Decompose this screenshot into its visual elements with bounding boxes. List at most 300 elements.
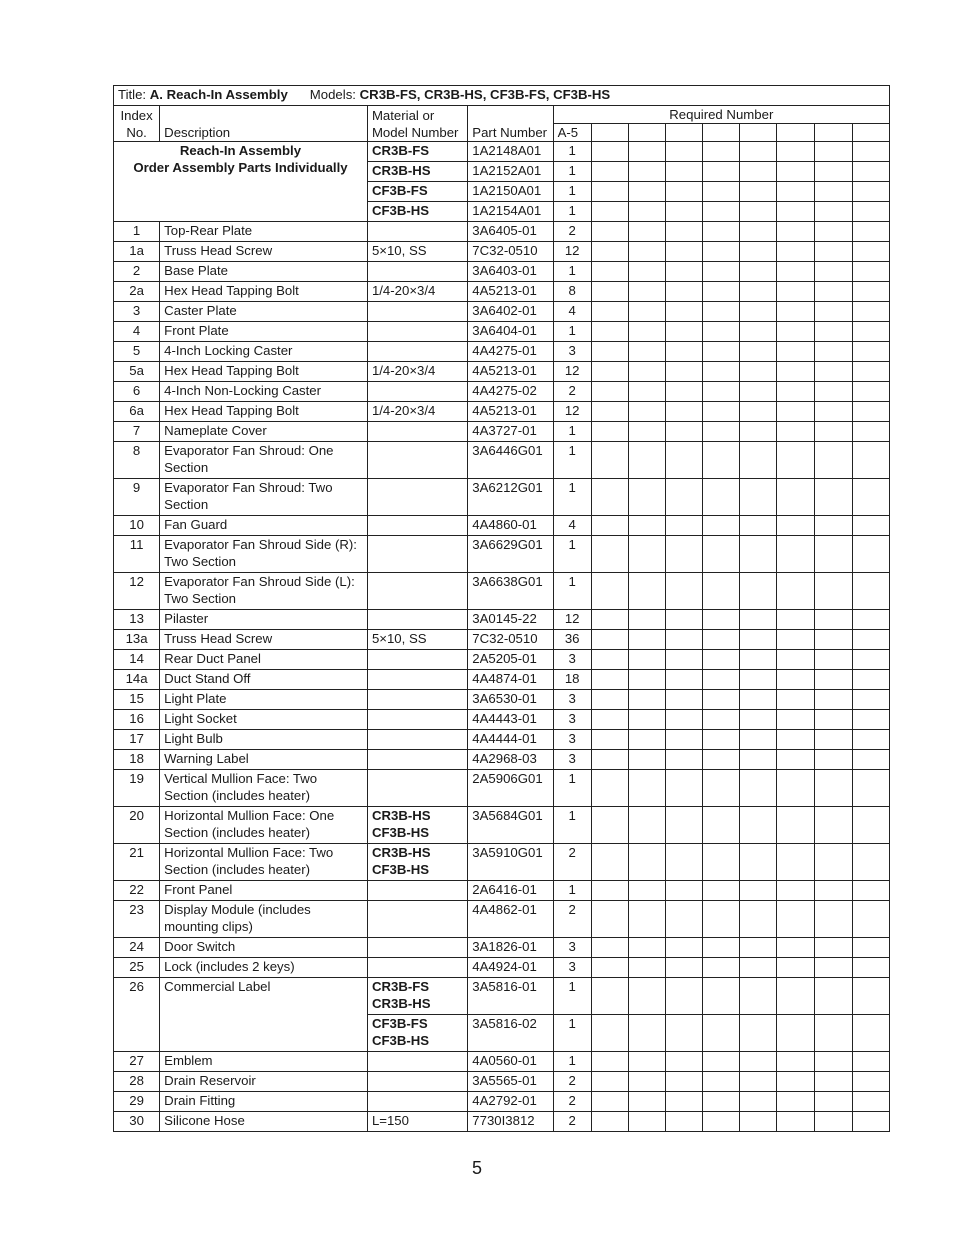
model-number: CF3B-HS <box>367 202 467 222</box>
required-a5: 12 <box>553 402 591 422</box>
material-cell <box>367 1072 467 1092</box>
req-blank <box>591 182 628 202</box>
req-blank <box>740 710 777 730</box>
material-2: CF3B-HS <box>371 862 430 877</box>
req-blank <box>628 422 665 442</box>
req-blank <box>852 479 889 516</box>
required-a5: 1 <box>553 536 591 573</box>
req-blank <box>852 958 889 978</box>
part-number: 3A5816-01 <box>468 978 553 1015</box>
req-blank <box>703 770 740 807</box>
required-a5: 12 <box>553 242 591 262</box>
material: CR3B-HS <box>371 845 431 860</box>
required-a5: 1 <box>553 202 591 222</box>
req-blank <box>591 1072 628 1092</box>
req-blank <box>666 1112 703 1132</box>
req-blank <box>740 1092 777 1112</box>
req-blank <box>740 690 777 710</box>
table-row <box>114 844 890 881</box>
req-blank <box>814 807 852 844</box>
req-blank <box>814 282 852 302</box>
req-blank <box>591 630 628 650</box>
req-blank <box>591 670 628 690</box>
req-blank <box>666 202 703 222</box>
material-cell <box>367 536 467 573</box>
req-blank <box>777 1092 814 1112</box>
req-blank <box>740 422 777 442</box>
index-no: 5a <box>114 362 160 382</box>
req-blank <box>703 730 740 750</box>
req-blank <box>591 382 628 402</box>
material: L=150 <box>371 1113 409 1128</box>
req-blank <box>591 1015 628 1052</box>
req-blank <box>628 901 665 938</box>
table-row <box>114 1112 890 1132</box>
req-blank <box>740 1052 777 1072</box>
req-blank <box>814 1052 852 1072</box>
required-a5: 12 <box>553 610 591 630</box>
req-blank <box>628 1072 665 1092</box>
req-blank <box>852 402 889 422</box>
req-blank <box>852 1092 889 1112</box>
req-blank <box>852 142 889 162</box>
req-blank <box>852 262 889 282</box>
table-row <box>114 242 890 262</box>
req-blank <box>703 536 740 573</box>
req-blank <box>852 978 889 1015</box>
req-blank <box>777 142 814 162</box>
req-blank <box>666 242 703 262</box>
req-blank <box>740 630 777 650</box>
req-blank <box>777 750 814 770</box>
req-blank <box>666 442 703 479</box>
req-blank <box>814 382 852 402</box>
req-blank <box>740 573 777 610</box>
index-no: 1a <box>114 242 160 262</box>
req-blank <box>740 770 777 807</box>
req-blank <box>703 262 740 282</box>
material-cell <box>367 958 467 978</box>
index-no: 11 <box>114 536 160 573</box>
required-a5: 36 <box>553 630 591 650</box>
material-cell <box>367 222 467 242</box>
req-blank <box>740 1072 777 1092</box>
description: Vertical Mullion Face: Two Section (includes heater) <box>160 770 368 807</box>
description: Emblem <box>160 1052 368 1072</box>
required-a5: 2 <box>553 1072 591 1092</box>
req-blank <box>703 1015 740 1052</box>
req-blank <box>777 536 814 573</box>
index-no: 2 <box>114 262 160 282</box>
req-blank <box>814 342 852 362</box>
material-cell <box>367 1092 467 1112</box>
table-row <box>114 1072 890 1092</box>
material: 1/4-20×3/4 <box>371 403 436 418</box>
header-required-number: Required Number <box>553 106 889 124</box>
req-blank <box>703 322 740 342</box>
table-row <box>114 770 890 807</box>
req-blank <box>666 516 703 536</box>
req-blank <box>666 479 703 516</box>
req-blank <box>852 282 889 302</box>
description: Hex Head Tapping Bolt <box>160 282 368 302</box>
index-no: 12 <box>114 573 160 610</box>
req-blank <box>852 516 889 536</box>
material-cell <box>367 1052 467 1072</box>
req-blank <box>740 282 777 302</box>
req-blank <box>628 322 665 342</box>
required-a5: 3 <box>553 958 591 978</box>
table-row <box>114 978 890 1015</box>
header-material-line2: Model Number <box>371 125 459 140</box>
req-blank <box>814 242 852 262</box>
req-blank <box>666 807 703 844</box>
req-blank <box>666 1052 703 1072</box>
part-number: 1A2152A01 <box>468 162 553 182</box>
req-blank <box>740 978 777 1015</box>
part-number: 4A4275-01 <box>468 342 553 362</box>
req-blank <box>777 302 814 322</box>
req-blank <box>628 630 665 650</box>
req-blank <box>591 978 628 1015</box>
index-no: 2a <box>114 282 160 302</box>
req-blank <box>666 222 703 242</box>
req-blank <box>666 730 703 750</box>
req-blank <box>666 881 703 901</box>
index-no: 14a <box>114 670 160 690</box>
title-models: CR3B-FS, CR3B-HS, CF3B-FS, CF3B-HS <box>359 87 611 102</box>
req-blank <box>852 382 889 402</box>
index-no: 3 <box>114 302 160 322</box>
table-row <box>114 382 890 402</box>
index-no: 13a <box>114 630 160 650</box>
req-blank <box>666 690 703 710</box>
req-blank <box>814 978 852 1015</box>
table-row <box>114 670 890 690</box>
part-number: 4A2792-01 <box>468 1092 553 1112</box>
req-blank <box>777 362 814 382</box>
req-blank <box>628 1112 665 1132</box>
req-blank <box>628 938 665 958</box>
part-number: 1A2150A01 <box>468 182 553 202</box>
models-prefix: Models: <box>309 87 356 102</box>
material: 1/4-20×3/4 <box>371 283 436 298</box>
description: Evaporator Fan Shroud: Two Section <box>160 479 368 516</box>
description: Truss Head Screw <box>160 630 368 650</box>
required-a5: 3 <box>553 750 591 770</box>
required-a5: 1 <box>553 1052 591 1072</box>
req-blank <box>852 901 889 938</box>
req-blank <box>852 770 889 807</box>
description: Caster Plate <box>160 302 368 322</box>
header-part-number: Part Number <box>468 106 553 142</box>
material-cell <box>367 302 467 322</box>
part-number: 4A4443-01 <box>468 710 553 730</box>
req-blank <box>703 442 740 479</box>
req-blank <box>777 881 814 901</box>
table-row <box>114 807 890 844</box>
req-blank <box>628 142 665 162</box>
description: Evaporator Fan Shroud Side (R): Two Section <box>160 536 368 573</box>
required-a5: 2 <box>553 1112 591 1132</box>
req-blank <box>628 442 665 479</box>
material-cell <box>367 442 467 479</box>
description: Silicone Hose <box>160 1112 368 1132</box>
table-row <box>114 536 890 573</box>
req-blank <box>740 516 777 536</box>
part-number: 3A1826-01 <box>468 938 553 958</box>
assembly-line2: Order Assembly Parts Individually <box>133 160 348 175</box>
req-blank <box>591 770 628 807</box>
req-blank <box>852 710 889 730</box>
req-blank <box>777 670 814 690</box>
req-blank <box>666 610 703 630</box>
req-blank <box>703 222 740 242</box>
part-number: 2A6416-01 <box>468 881 553 901</box>
req-blank <box>703 807 740 844</box>
req-blank <box>814 422 852 442</box>
table-row <box>114 222 890 242</box>
part-number: 4A5213-01 <box>468 402 553 422</box>
material-cell <box>367 690 467 710</box>
req-blank <box>591 342 628 362</box>
description: Horizontal Mullion Face: One Section (includes heater) <box>160 807 368 844</box>
req-blank <box>740 342 777 362</box>
req-blank <box>591 610 628 630</box>
model-number: CF3B-FS <box>367 182 467 202</box>
material-cell <box>367 770 467 807</box>
title-prefix: Title: <box>118 87 147 102</box>
table-row <box>114 282 890 302</box>
description: Light Bulb <box>160 730 368 750</box>
material-cell <box>367 342 467 362</box>
material-2: CF3B-HS <box>371 1033 430 1048</box>
req-blank <box>591 807 628 844</box>
req-blank <box>740 1015 777 1052</box>
required-a5: 2 <box>553 382 591 402</box>
index-no: 29 <box>114 1092 160 1112</box>
part-number: 3A6530-01 <box>468 690 553 710</box>
description: Door Switch <box>160 938 368 958</box>
req-blank <box>591 222 628 242</box>
req-blank <box>628 302 665 322</box>
index-no: 17 <box>114 730 160 750</box>
req-blank <box>777 282 814 302</box>
req-blank <box>777 1052 814 1072</box>
req-blank <box>666 770 703 807</box>
required-a5: 3 <box>553 650 591 670</box>
req-blank <box>666 630 703 650</box>
table-row <box>114 690 890 710</box>
req-blank <box>852 1072 889 1092</box>
req-blank <box>740 750 777 770</box>
req-blank <box>703 516 740 536</box>
req-blank <box>591 202 628 222</box>
req-blank <box>852 1052 889 1072</box>
req-blank <box>703 1092 740 1112</box>
req-blank <box>703 844 740 881</box>
description: Display Module (includes mounting clips) <box>160 901 368 938</box>
part-number: 1A2154A01 <box>468 202 553 222</box>
req-blank <box>591 710 628 730</box>
req-blank <box>591 442 628 479</box>
req-blank <box>777 770 814 807</box>
table-row <box>114 479 890 516</box>
index-no: 4 <box>114 322 160 342</box>
material-cell <box>367 422 467 442</box>
index-no: 14 <box>114 650 160 670</box>
header-a5: A-5 <box>553 124 591 142</box>
table-row <box>114 342 890 362</box>
req-blank <box>628 958 665 978</box>
index-no: 27 <box>114 1052 160 1072</box>
req-blank <box>703 362 740 382</box>
index-no: 21 <box>114 844 160 881</box>
index-no: 25 <box>114 958 160 978</box>
req-blank <box>591 844 628 881</box>
part-number: 4A4275-02 <box>468 382 553 402</box>
req-blank <box>703 479 740 516</box>
material-cell <box>367 1112 467 1132</box>
description: 4-Inch Locking Caster <box>160 342 368 362</box>
material-cell <box>367 610 467 630</box>
material-cell <box>367 573 467 610</box>
part-number: 7C32-0510 <box>468 242 553 262</box>
req-blank <box>740 1112 777 1132</box>
material-cell <box>367 262 467 282</box>
req-blank <box>703 1052 740 1072</box>
material-cell <box>367 516 467 536</box>
req-blank <box>666 182 703 202</box>
req-blank <box>740 536 777 573</box>
req-blank <box>814 690 852 710</box>
req-blank <box>740 442 777 479</box>
req-blank <box>852 670 889 690</box>
required-a5: 1 <box>553 1015 591 1052</box>
table-row <box>114 750 890 770</box>
req-blank <box>777 901 814 938</box>
req-blank <box>814 670 852 690</box>
material: 5×10, SS <box>371 243 427 258</box>
req-blank <box>777 1072 814 1092</box>
req-blank <box>591 516 628 536</box>
table-row <box>114 630 890 650</box>
req-blank <box>852 302 889 322</box>
req-blank <box>814 938 852 958</box>
req-blank <box>852 124 889 142</box>
req-blank <box>814 573 852 610</box>
req-blank <box>703 202 740 222</box>
req-blank <box>628 1052 665 1072</box>
req-blank <box>777 442 814 479</box>
req-blank <box>666 750 703 770</box>
material-cell <box>367 978 467 1015</box>
req-blank <box>777 342 814 362</box>
req-blank <box>591 282 628 302</box>
part-number: 4A4444-01 <box>468 730 553 750</box>
index-no: 9 <box>114 479 160 516</box>
req-blank <box>852 750 889 770</box>
req-blank <box>814 442 852 479</box>
material-cell <box>367 382 467 402</box>
header-material-line1: Material or <box>371 108 435 123</box>
part-number: 4A0560-01 <box>468 1052 553 1072</box>
material-cell <box>367 630 467 650</box>
index-no: 18 <box>114 750 160 770</box>
req-blank <box>777 322 814 342</box>
req-blank <box>591 479 628 516</box>
table-row <box>114 573 890 610</box>
material: 5×10, SS <box>371 631 427 646</box>
required-a5: 2 <box>553 222 591 242</box>
req-blank <box>852 690 889 710</box>
index-no: 20 <box>114 807 160 844</box>
required-a5: 4 <box>553 516 591 536</box>
req-blank <box>740 958 777 978</box>
req-blank <box>777 630 814 650</box>
req-blank <box>628 750 665 770</box>
req-blank <box>591 362 628 382</box>
req-blank <box>852 182 889 202</box>
material-cell <box>367 242 467 262</box>
required-a5: 2 <box>553 901 591 938</box>
material: CR3B-HS <box>371 808 431 823</box>
req-blank <box>666 1072 703 1092</box>
req-blank <box>852 442 889 479</box>
material-cell <box>367 670 467 690</box>
index-no: 6a <box>114 402 160 422</box>
parts-table <box>113 85 890 1132</box>
req-blank <box>852 162 889 182</box>
part-number: 2A5205-01 <box>468 650 553 670</box>
req-blank <box>740 242 777 262</box>
req-blank <box>703 422 740 442</box>
req-blank <box>628 282 665 302</box>
req-blank <box>777 978 814 1015</box>
description: Top-Rear Plate <box>160 222 368 242</box>
req-blank <box>740 362 777 382</box>
req-blank <box>814 402 852 422</box>
part-number: 4A4862-01 <box>468 901 553 938</box>
req-blank <box>703 881 740 901</box>
material-cell <box>367 901 467 938</box>
table-row <box>114 302 890 322</box>
req-blank <box>703 402 740 422</box>
req-blank <box>703 750 740 770</box>
req-blank <box>666 650 703 670</box>
req-blank <box>814 1092 852 1112</box>
part-number: 3A6446G01 <box>468 442 553 479</box>
required-a5: 4 <box>553 302 591 322</box>
req-blank <box>591 302 628 322</box>
description: Hex Head Tapping Bolt <box>160 402 368 422</box>
index-no: 1 <box>114 222 160 242</box>
req-blank <box>814 124 852 142</box>
index-no: 10 <box>114 516 160 536</box>
part-number: 4A4874-01 <box>468 670 553 690</box>
req-blank <box>628 730 665 750</box>
material: CR3B-FS <box>371 979 430 994</box>
req-blank <box>814 322 852 342</box>
req-blank <box>591 1052 628 1072</box>
req-blank <box>703 901 740 938</box>
required-a5: 1 <box>553 770 591 807</box>
req-blank <box>814 881 852 901</box>
description: Light Socket <box>160 710 368 730</box>
req-blank <box>777 1112 814 1132</box>
material-cell <box>367 362 467 382</box>
req-blank <box>777 573 814 610</box>
